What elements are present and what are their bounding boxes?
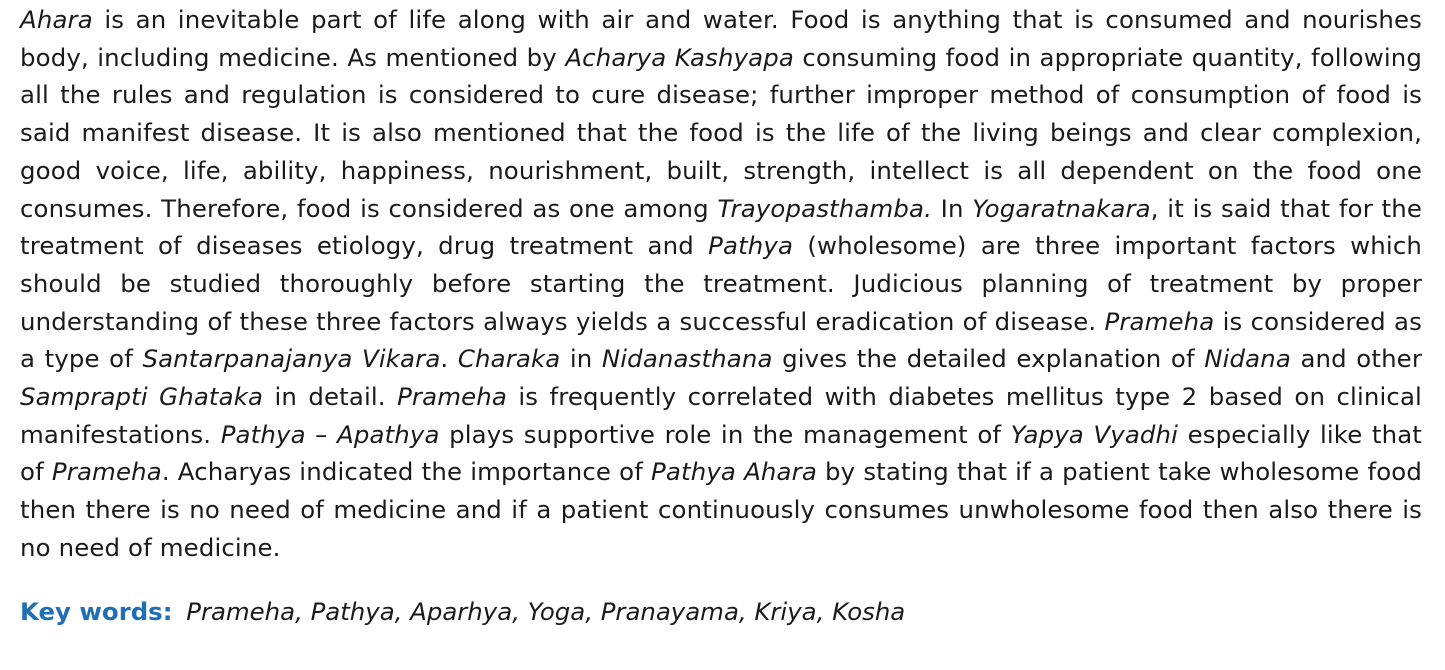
text-run: consuming food in appropriate quantity, following all the rules and regulation is considered to cure disease; further improper method of consumption of food is said manifest disease. It is also mentioned that the food is the life of the living beings and clear complexion, good voice, life, ability, happiness, nourishment, built, strength, intellect is all dependent on the food one consumes. Therefore, food is considered as one among — [20, 42, 1422, 223]
text-run: (wholesome) are three important factors which should be studied thoroughly before starting the treatment. Judicious planning of treatment by proper understanding of these three factors always yields a successful eradication of disease. — [20, 231, 1422, 336]
text-run: . Acharyas indicated the importance of — [161, 457, 652, 487]
italic-term: Prameha — [397, 382, 507, 412]
italic-term: Pathya – Apathya — [220, 419, 440, 449]
italic-term: Santarpanajanya Vikara — [142, 344, 441, 374]
text-run: . — [440, 344, 458, 374]
text-run: in — [560, 344, 602, 374]
keywords-list: Prameha, Pathya, Aparhya, Yoga, Pranayama, Kriya, Kosha — [186, 596, 906, 626]
italic-term: Prameha — [51, 457, 162, 487]
italic-term: Charaka — [457, 344, 561, 374]
keywords-line — [20, 593, 1422, 631]
text-run: is an inevitable part of life along with air and water. Food is anything that is consumed and nourishes body, including medicine. As mentioned by — [20, 5, 1422, 72]
text-run: in detail. — [263, 382, 398, 412]
text-run: is frequently correlated with diabetes mellitus type 2 based on clinical manifestations. — [20, 382, 1422, 449]
italic-term: Yogaratnakara — [972, 193, 1151, 223]
italic-term: Acharya Kashyapa — [565, 42, 794, 72]
italic-term: Nidanasthana — [601, 344, 773, 374]
italic-term: Prameha — [1104, 306, 1215, 336]
italic-term: Samprapti Ghataka — [20, 382, 264, 412]
text-run: especially like that of — [20, 419, 1422, 487]
italic-term: Nidana — [1204, 344, 1291, 374]
text-run: and other — [1290, 344, 1423, 374]
text-run: In — [932, 193, 973, 223]
italic-term: Trayopasthamba. — [717, 193, 933, 223]
abstract-paragraph — [20, 1, 1422, 567]
italic-term: Pathya — [708, 231, 794, 261]
text-run: by stating that if a patient take wholesome food then there is no need of medicine and if a patient continuously consumes unwholesome food then also there is no need of medicine. — [20, 457, 1422, 562]
italic-term: Yapya Vyadhi — [1010, 419, 1179, 449]
keywords-label: Key words: — [20, 596, 173, 626]
document-body — [20, 1, 1422, 630]
italic-term: Ahara — [20, 5, 93, 34]
text-run: is considered as a type of — [20, 306, 1422, 374]
text-run: plays supportive role in the management of — [439, 419, 1011, 449]
text-run: , it is said that for the treatment of diseases etiology, drug treatment and — [20, 193, 1423, 261]
text-run: gives the detailed explanation of — [772, 344, 1205, 374]
italic-term: Pathya Ahara — [651, 457, 817, 487]
